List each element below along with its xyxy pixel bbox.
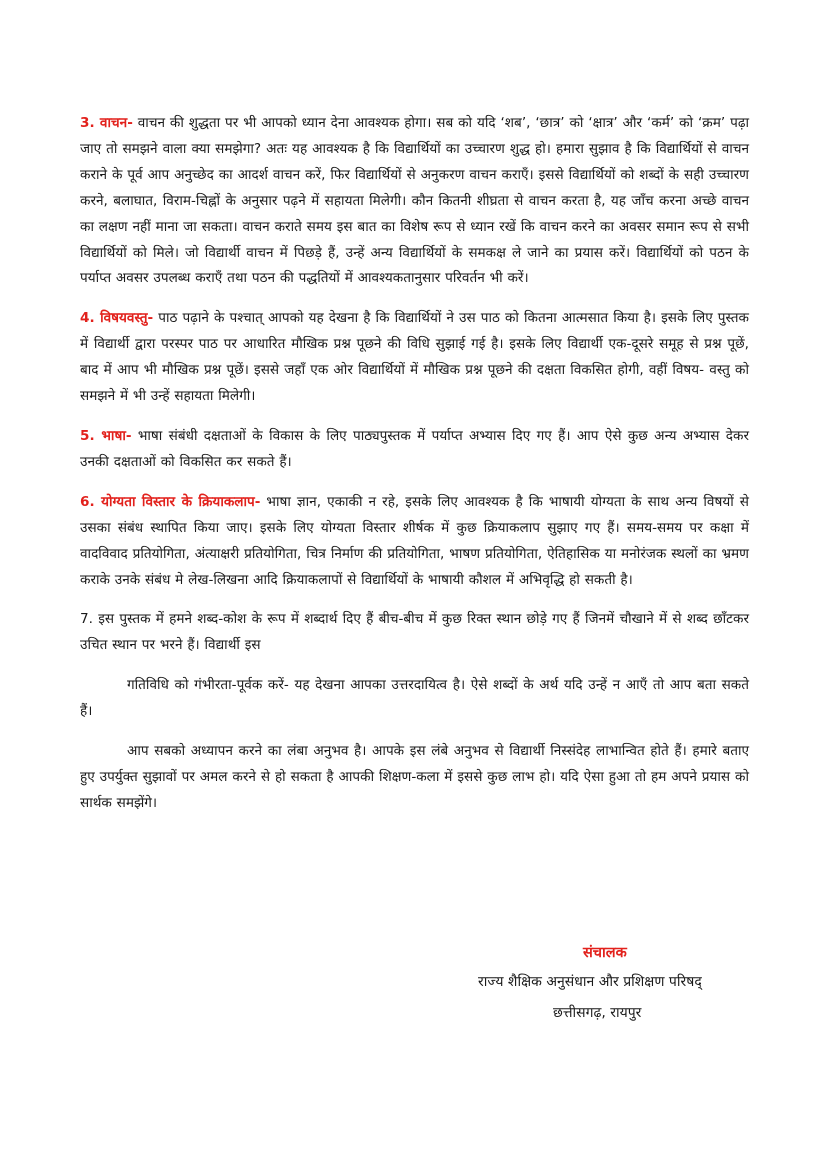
heading-ability-extension: 6. योग्यता विस्तार के क्रियाकलाप- [80,493,261,510]
paragraph-closing [80,739,749,817]
paragraph-language [80,424,749,476]
paragraph-reading-text: वाचन की शुद्धता पर भी आपको ध्यान देना आवश्यक होगा। सब को यदि ‘शब’, ‘छात्र’ को ‘क्षात्र’ और ‘कर्म’ को ‘क्रम’ पढ़ा जाए तो समझने वाला क्या समझेगा? अतः यह आवश्यक है कि विद्यार्थियों का उच्चारण शुद्ध हो। हमारा सुझाव है कि विद्यार्थियों से वाचन कराने के पूर्व आप अनुच्छेद का आदर्श वाचन करें, फिर विद्यार्थियों से अनुकरण वाचन कराएँ। इससे विद्यार्थियों को शब्दों के सही उच्चारण करने, बलाघात, विराम-चिह्नों के अनुसार पढ़ने में सहायता मिलेगी। कौन कितनी शीघ्रता से वाचन करता है, यह जाँच करना अच्छे वाचन का लक्षण नहीं माना जा सकता। वाचन कराते समय इस बात का विशेष रूप से ध्यान रखें कि वाचन करने का अवसर समान रूप से सभी विद्यार्थियों को मिले। जो विद्यार्थी वाचन में पिछड़े हैं, उन्हें अन्य विद्यार्थियों के समकक्ष ले जाने का प्रयास करें। विद्यार्थियों को पठन के पर्याप्त अवसर उपलब्ध कराएँ तथा पठन की पद्धतियों में आवश्यकतानुसार परिवर्तन भी करें। [80,115,749,287]
heading-subject-matter: 4. विषयवस्तु- [80,310,154,327]
heading-language: 5. भाषा- [80,427,132,444]
paragraph-vocabulary-text: 7. इस पुस्तक में हमने शब्द-कोश के रूप में शब्दार्थ दिए हैं बीच-बीच में कुछ रिक्त स्थान छोड़े गए हैं जिनमें चौखाने में से शब्द छाँटकर उचित स्थान पर भरने हैं। विद्यार्थी इस [80,611,749,654]
paragraph-reading [80,111,749,292]
paragraph-ability-extension-text: भाषा ज्ञान, एकाकी न रहे, इसके लिए आवश्यक है कि भाषायी योग्यता के साथ अन्य विषयों से उसका संबंध स्थापित किया जाए। इसके लिए योग्यता विस्तार शीर्षक में कुछ क्रियाकलाप सुझाए गए हैं। समय-समय पर कक्षा में वादविवाद प्रतियोगिता, अंत्याक्षरी प्रतियोगिता, चित्र निर्माण की प्रतियोगिता, भाषण प्रतियोगिता, ऐतिहासिक या मनोरंजक स्थलों का भ्रमण कराके उनके संबंध मे लेख-लिखना आदि क्रियाकलापों से विद्यार्थियों के भाषायी कौशल में अभिवृद्धि हो सकती है। [80,493,749,588]
signature-place: छत्तीसगढ़, रायपुर [553,1005,642,1021]
paragraph-subject-matter [80,306,749,410]
paragraph-activity [80,673,749,725]
paragraph-closing-text: आप सबको अध्यापन करने का लंबा अनुभव है। आपके इस लंबे अनुभव से विद्यार्थी निस्संदेह लाभान्वित होते हैं। हमारे बताए हुए उपर्युक्त सुझावों पर अमल करने से हो सकता है आपकी शिक्षण-कला में इससे कुछ लाभ हो। यदि ऐसा हुआ तो हम अपने प्रयास को सार्थक समझेंगे। [80,743,749,811]
paragraph-activity-text: गतिविधि को गंभीरता-पूर्वक करें- यह देखना आपका उत्तरदायित्व है। ऐसे शब्दों के अर्थ यदि उन्हें न आएँ तो आप बता सकते हैं। [80,677,749,720]
heading-reading: 3. वाचन- [80,115,133,131]
signature-title: संचालक [583,945,627,961]
paragraph-ability-extension [80,490,749,594]
paragraph-language-text: भाषा संबंधी दक्षताओं के विकास के लिए पाठ्यपुस्तक में पर्याप्त अभ्यास दिए गए हैं। आप ऐसे कुछ अन्य अभ्यास देकर उनकी दक्षताओं को विकसित कर सकते हैं। [80,427,750,470]
paragraph-vocabulary [80,607,749,659]
signature-organization: राज्य शैक्षिक अनुसंधान और प्रशिक्षण परिषद् [478,974,702,990]
paragraph-subject-matter-text: पाठ पढ़ाने के पश्चात् आपको यह देखना है कि विद्यार्थियों ने उस पाठ को कितना आत्मसात किया है। इसके लिए पुस्तक में विद्यार्थी द्वारा परस्पर पाठ पर आधारित मौखिक प्रश्न पूछने की विधि सुझाई गई है। इसके लिए विद्यार्थी एक-दूसरे समूह से प्रश्न पूछें, बाद में आप भी मौखिक प्रश्न पूछें। इससे जहाँ एक ओर विद्यार्थियों में मौखिक प्रश्न पूछने की दक्षता विकसित होगी, वहीं विषय- वस्तु को समझने में भी उन्हें सहायता मिलेगी। [80,310,749,405]
